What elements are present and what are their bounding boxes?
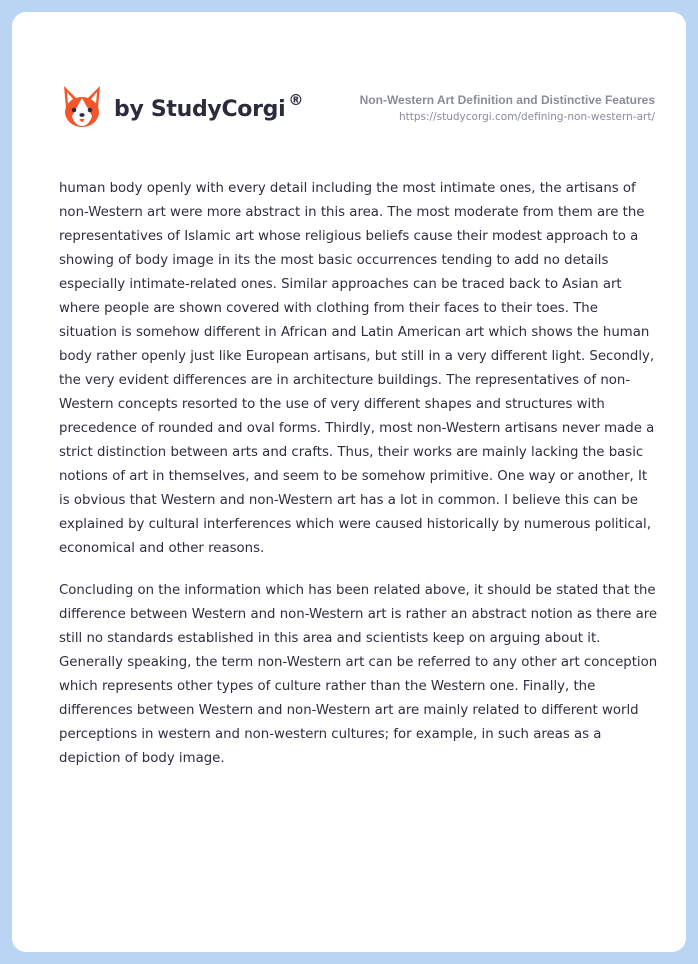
document-url[interactable]: https://studycorgi.com/defining-non-western-art/ <box>399 111 655 123</box>
document-page <box>12 12 686 952</box>
document-meta <box>315 92 655 125</box>
registered-mark: ® <box>288 90 304 109</box>
paragraph: human body openly with every detail including the most intimate ones, the artisans of non-Western art were more abstract in this area. The most moderate from them are the representatives of Islamic art whose religious beliefs cause their modest approach to a showing of body image in its the most basic occurrences tending to add no details especially intimate-related ones. Similar approaches can be traced back to Asian art where people are shown covered with clothing from their faces to their toes. The situation is somehow different in African and Latin American art which shows the human body rather openly just like European artisans, but still in a very different light. Secondly, the very evident differences are in architecture buildings. The representatives of non-Western concepts resorted to the use of very different shapes and structures with precedence of rounded and oval forms. Thirdly, most non-Western artisans never made a strict distinction between arts and crafts. Thus, their works are mainly lacking the basic notions of art in themselves, and seem to be somehow primitive. One way or another, It is obvious that Western and non-Western art has a lot in common. I believe this can be explained by cultural interferences which were caused historically by numerous political, economical and other reasons. <box>59 181 655 556</box>
paragraph: Concluding on the information which has been related above, it should be stated that the difference between Western and non-Western art is rather an abstract notion as there are still no standards established in this area and scientists keep on arguing about it. Generally speaking, the term non-Western art can be referred to any other art conception which represents other types of culture rather than the Western one. Finally, the differences between Western and non-Western art are mainly related to different world perceptions in western and non-western cultures; for example, in such areas as a depiction of body image. <box>59 583 658 766</box>
corgi-logo-icon <box>60 82 104 130</box>
essay-body <box>59 177 659 789</box>
document-title: Non-Western Art Definition and Distinctive Features <box>359 93 655 107</box>
studycorgi-logo[interactable] <box>60 76 303 136</box>
brand-label: by StudyCorgi <box>114 96 286 122</box>
brand-name <box>114 90 304 122</box>
